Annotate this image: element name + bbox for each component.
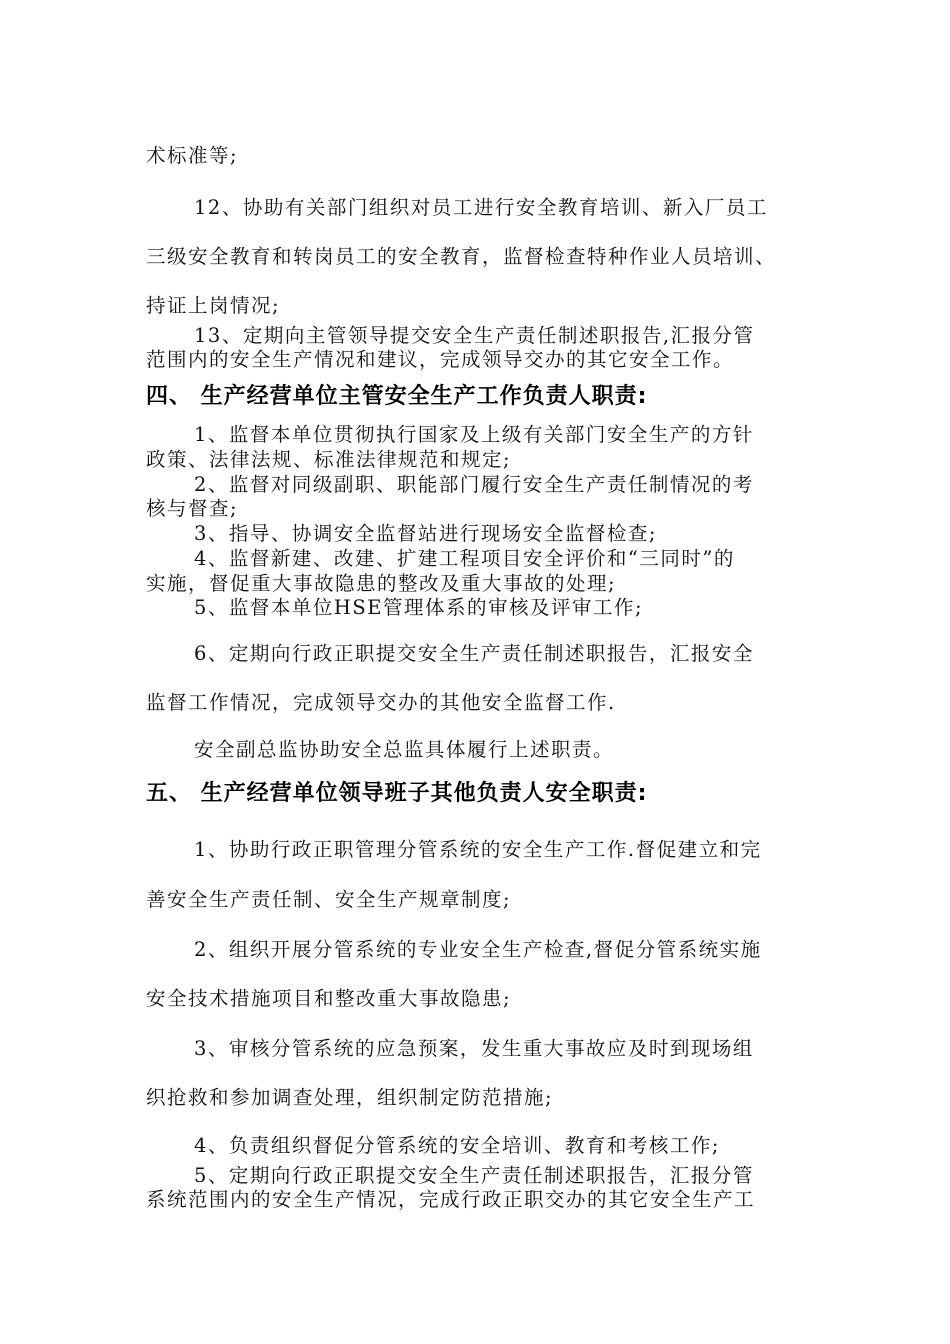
- section-heading-4: 四、 生产经营单位主管安全生产工作负责人职责:: [146, 384, 648, 409]
- text-line: 5、监督本单位HSE管理体系的审核及评审工作;: [194, 596, 644, 619]
- section-heading-5: 五、 生产经营单位领导班子其他负责人安全职责:: [146, 781, 648, 806]
- text-line: 3、审核分管系统的应急预案，发生重大事故应及时到现场组: [194, 1037, 754, 1060]
- text-line: 三级安全教育和转岗员工的安全教育，监督检查特种作业人员培训、: [146, 245, 777, 268]
- text-line: 1、协助行政正职管理分管系统的安全生产工作.督促建立和完: [194, 838, 762, 861]
- text-line: 3、指导、协调安全监督站进行现场安全监督检查;: [194, 522, 657, 545]
- text-line: 1、监督本单位贯彻执行国家及上级有关部门安全生产的方针: [194, 423, 754, 446]
- text-line: 范围内的安全生产情况和建议，完成领导交办的其它安全工作。: [146, 348, 735, 371]
- text-line: 政策、法律法规、标准法律规范和规定;: [146, 448, 512, 471]
- text-line: 4、监督新建、改建、扩建工程项目安全评价和“三同时”的: [194, 547, 735, 570]
- text-line: 持证上岗情况;: [146, 294, 281, 317]
- text-line: 安全技术措施项目和整改重大事故隐患;: [146, 987, 512, 1010]
- text-line: 2、组织开展分管系统的专业安全生产检查,督促分管系统实施: [194, 938, 762, 961]
- text-line: 核与督查;: [146, 497, 239, 520]
- text-line: 2、监督对同级副职、职能部门履行安全生产责任制情况的考: [194, 473, 754, 496]
- text-line: 实施，督促重大事故隐患的整改及重大事故的处理;: [146, 572, 617, 595]
- text-line: 术标准等;: [146, 144, 239, 167]
- text-line: 善安全生产责任制、安全生产规章制度;: [146, 888, 512, 911]
- text-line: 12、协助有关部门组织对员工进行安全教育培训、新入厂员工: [194, 196, 768, 219]
- text-line: 系统范围内的安全生产情况，完成行政正职交办的其它安全生产工: [146, 1188, 756, 1211]
- text-line: 13、定期向主管领导提交安全生产责任制述职报告,汇报分管: [194, 324, 755, 347]
- text-line: 6、定期向行政正职提交安全生产责任制述职报告，汇报安全: [194, 642, 754, 665]
- text-line: 监督工作情况，完成领导交办的其他安全监督工作.: [146, 691, 616, 714]
- text-line: 5、定期向行政正职提交安全生产责任制述职报告，汇报分管: [194, 1164, 754, 1187]
- text-line: 4、负责组织督促分管系统的安全培训、教育和考核工作;: [194, 1134, 720, 1157]
- text-line: 安全副总监协助安全总监具体履行上述职责。: [194, 738, 615, 761]
- text-line: 织抢救和参加调查处理，组织制定防范措施;: [146, 1086, 554, 1109]
